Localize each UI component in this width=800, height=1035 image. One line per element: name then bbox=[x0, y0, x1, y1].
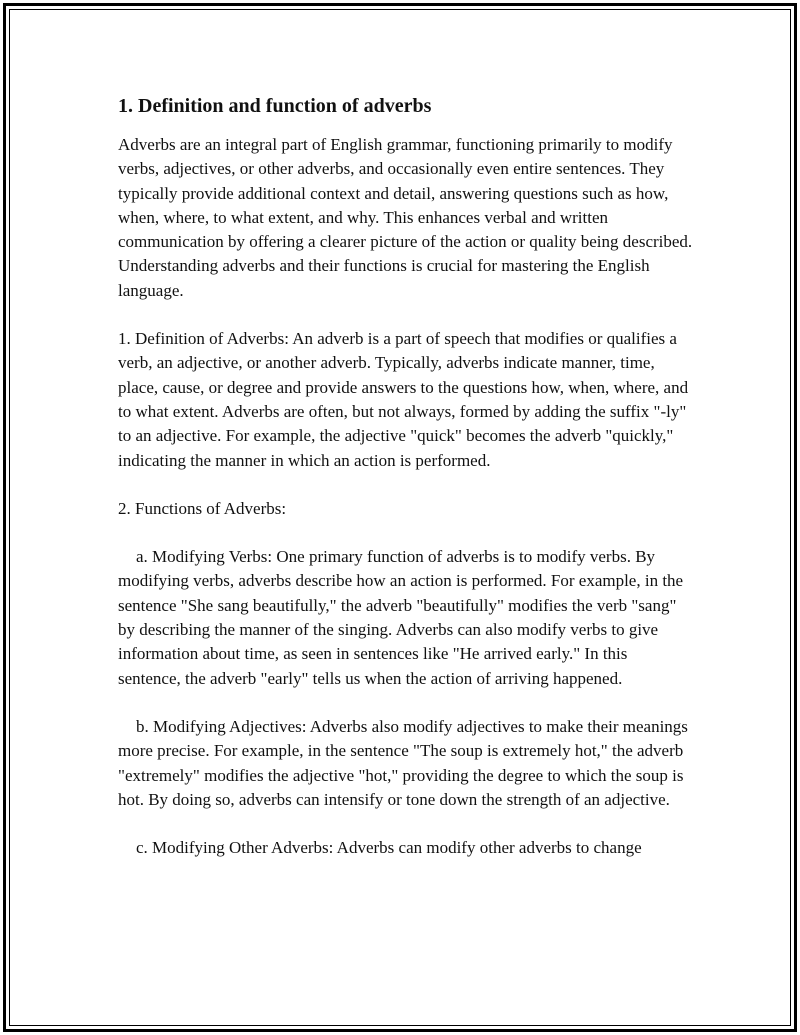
modifying-verbs-paragraph: a. Modifying Verbs: One primary function of adverbs is to modify verbs. By modifying verbs, adverbs describe how an action is performed. For example, in the sentence "She sang beautifully," the adverb "beautifully" modifies the verb "sang" by describing the manner of the singing. Adverbs can also modify verbs to give information about time, as seen in sentences like "He arrived early." In this sentence, the adverb "early" tells us when the action of arriving happened. bbox=[118, 547, 684, 688]
functions-heading-paragraph: 2. Functions of Adverbs: bbox=[118, 498, 287, 518]
modifying-adverbs-paragraph: c. Modifying Other Adverbs: Adverbs can modify other adverbs to change bbox=[136, 838, 642, 858]
intro-paragraph: Adverbs are an integral part of English grammar, functioning primarily to modify verbs, adjectives, or other adverbs, and occasionally even entire sentences. They typically provide additional context and detail, answering questions such as how, when, where, to what extent, and why. This enhances verbal and written communication by offering a clearer picture of the action or quality being described. Understanding adverbs and their functions is crucial for mastering the English language. bbox=[118, 135, 693, 300]
modifying-adjectives-paragraph: b. Modifying Adjectives: Adverbs also modify adjectives to make their meanings more precise. For example, in the sentence "The soup is extremely hot," the adverb "extremely" modifies the adjective "hot," providing the degree to which the soup is hot. By doing so, adverbs can intensify or tone down the strength of an adjective. bbox=[118, 716, 688, 809]
definition-paragraph: 1. Definition of Adverbs: An adverb is a part of speech that modifies or qualifies a verb, an adjective, or another adverb. Typically, adverbs indicate manner, time, place, cause, or degree and provide answers to the questions how, when, where, and to what extent. Adverbs are often, but not always, formed by adding the suffix "-ly" to an adjective. For example, the adjective "quick" becomes the adverb "quickly," indicating the manner in which an action is performed. bbox=[118, 329, 689, 470]
document-body bbox=[118, 92, 693, 884]
section-heading: 1. Definition and function of adverbs bbox=[118, 95, 432, 117]
